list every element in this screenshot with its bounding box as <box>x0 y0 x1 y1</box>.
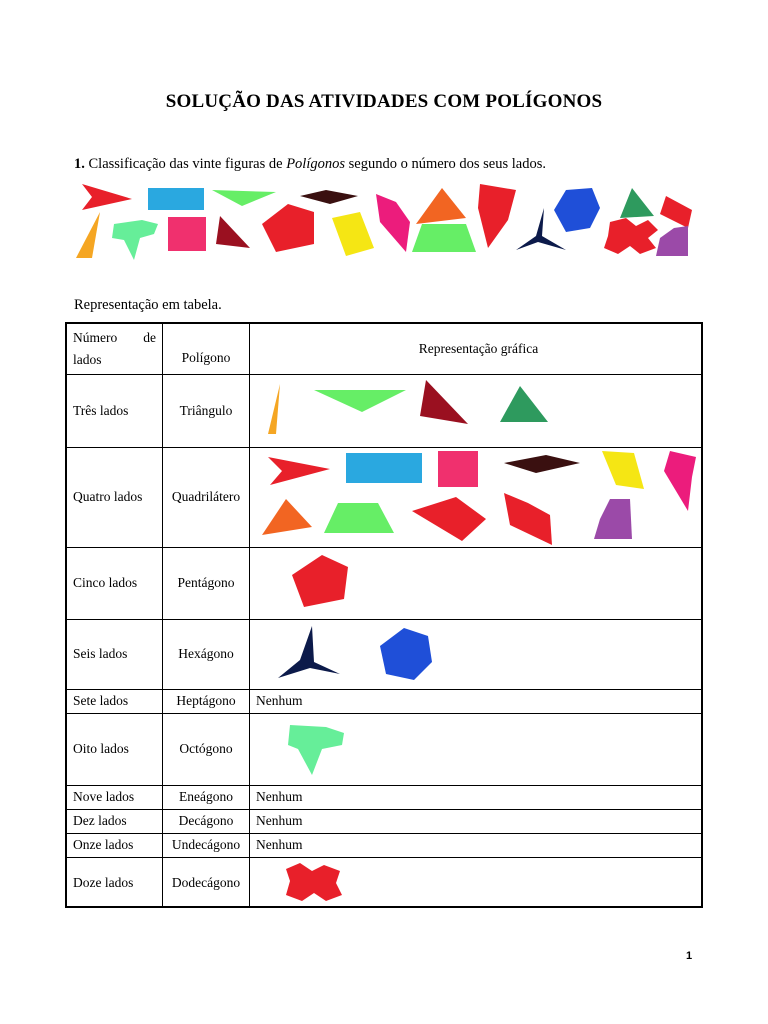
row-graphic <box>250 374 703 447</box>
orange-thin-triangle-figure <box>268 384 280 434</box>
row-graphic <box>250 447 703 547</box>
teal-triangle-figure <box>500 386 548 422</box>
table-row <box>66 374 702 447</box>
red-dodecagon-figure <box>286 863 342 901</box>
question-text-after: segundo o número dos seus lados. <box>348 156 546 172</box>
row-sides: Quatro lados <box>66 447 163 547</box>
question-1 <box>74 156 546 173</box>
row-sides: Dez lados <box>66 809 163 833</box>
dark-brown-rhombus-figure <box>504 455 580 473</box>
row-graphic <box>250 619 703 689</box>
orange-thin-triangle-figure <box>76 212 100 258</box>
row-sides: Doze lados <box>66 857 163 907</box>
row-polygon: Eneágono <box>163 785 250 809</box>
purple-trapezoid-figure <box>594 499 632 539</box>
row-polygon: Triângulo <box>163 374 250 447</box>
header-sides-word2: de <box>143 329 156 345</box>
red-slanted-quad-figure <box>504 493 552 545</box>
table-row <box>66 785 702 809</box>
pink-square-figure <box>438 451 478 487</box>
cyan-rectangle-figure <box>346 453 422 483</box>
row-sides: Três lados <box>66 374 163 447</box>
mint-octagon-figure <box>112 220 158 260</box>
header-polygon <box>163 323 250 374</box>
octagon-graphic <box>256 719 376 779</box>
green-trapezoid-figure <box>324 503 394 533</box>
table-row <box>66 713 702 785</box>
hexagons-graphic <box>256 622 456 686</box>
orange-triangle-figure <box>262 499 312 535</box>
magenta-quad-figure <box>664 451 696 511</box>
row-graphic: Nenhum <box>250 785 703 809</box>
page-title: SOLUÇÃO DAS ATIVIDADES COM POLÍGONOS <box>165 91 603 112</box>
row-sides: Cinco lados <box>66 547 163 619</box>
row-sides: Sete lados <box>66 689 163 713</box>
row-sides: Nove lados <box>66 785 163 809</box>
table-row <box>66 833 702 857</box>
purple-trapezoid-figure <box>656 226 688 256</box>
red-dodecagon-figure <box>604 218 658 254</box>
row-polygon: Undecágono <box>163 833 250 857</box>
pink-square-figure <box>168 217 206 251</box>
row-polygon: Quadrilátero <box>163 447 250 547</box>
polygon-figures-strip <box>70 182 700 264</box>
row-graphic: Nenhum <box>250 833 703 857</box>
question-text-italic: Polígonos <box>286 156 346 172</box>
row-polygon: Pentágono <box>163 547 250 619</box>
header-sides-word3: lados <box>73 351 102 367</box>
row-polygon: Hexágono <box>163 619 250 689</box>
row-polygon: Heptágono <box>163 689 250 713</box>
orange-triangle-figure <box>416 188 466 224</box>
question-text-before: Classificação das vinte figuras de <box>88 156 283 172</box>
row-graphic <box>250 857 703 907</box>
dark-red-triangle-figure <box>216 216 250 248</box>
teal-triangle-figure <box>620 188 654 218</box>
row-graphic: Nenhum <box>250 809 703 833</box>
dark-brown-rhombus-figure <box>300 190 358 204</box>
page-number: 1 <box>686 950 693 962</box>
header-sides <box>66 323 163 374</box>
table-row <box>66 857 702 907</box>
header-graphic: Representação gráfica <box>250 323 703 374</box>
dark-red-triangle-figure <box>420 380 468 424</box>
row-polygon: Dodecágono <box>163 857 250 907</box>
blue-hexagon-figure <box>554 188 600 232</box>
pentagon-graphic <box>256 553 376 613</box>
red-quad-figure <box>478 184 516 248</box>
blue-hexagon-figure <box>380 628 432 680</box>
header-polygon-label: Polígono <box>181 349 231 365</box>
dodecagon-graphic <box>256 859 376 905</box>
row-sides: Onze lados <box>66 833 163 857</box>
triangles-graphic <box>256 380 556 442</box>
quadrilaterals-graphic <box>256 449 696 545</box>
light-green-triangle-figure <box>314 390 406 412</box>
table-row <box>66 689 702 713</box>
polygon-table <box>65 322 703 908</box>
mint-octagon-figure <box>288 725 344 775</box>
row-graphic <box>250 713 703 785</box>
row-graphic: Nenhum <box>250 689 703 713</box>
navy-star-figure <box>278 626 340 678</box>
yellow-rhombus-figure <box>602 451 644 489</box>
header-sides-word1: Número <box>73 329 118 345</box>
cyan-rectangle-figure <box>148 188 204 210</box>
row-graphic <box>250 547 703 619</box>
row-sides: Oito lados <box>66 713 163 785</box>
red-pentagon-figure <box>262 204 314 252</box>
row-polygon: Octógono <box>163 713 250 785</box>
red-small-quad-figure <box>660 196 692 228</box>
row-sides: Seis lados <box>66 619 163 689</box>
red-quad-figure <box>412 497 486 541</box>
question-number: 1. <box>74 156 85 172</box>
table-header-row <box>66 323 702 374</box>
table-row <box>66 447 702 547</box>
light-green-triangle-figure <box>212 190 276 206</box>
red-arrow-quad-figure <box>268 457 330 485</box>
red-pentagon-figure <box>292 555 348 607</box>
yellow-rhombus-figure <box>332 212 374 256</box>
table-row <box>66 547 702 619</box>
table-row <box>66 809 702 833</box>
green-trapezoid-figure <box>412 224 476 252</box>
red-arrow-quad-figure <box>82 184 132 210</box>
row-polygon: Decágono <box>163 809 250 833</box>
table-intro: Representação em tabela. <box>74 297 222 313</box>
table-row <box>66 619 702 689</box>
magenta-quad-figure <box>376 194 410 252</box>
